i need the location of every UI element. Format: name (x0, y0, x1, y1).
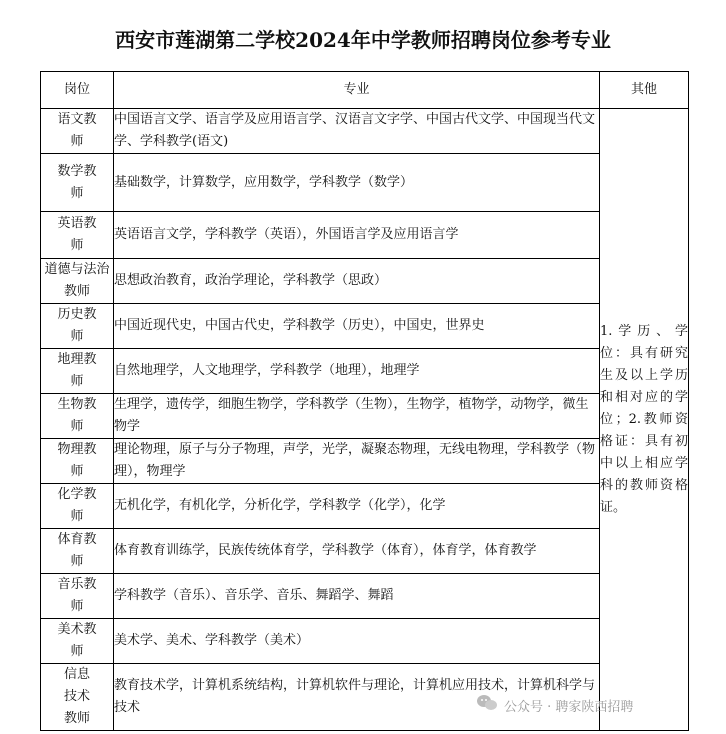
table-row (41, 154, 689, 212)
major-cell: 中国语言文学、语言学及应用语言学、汉语言文字学、中国古代文学、中国现当代文学、学科教学(语文) (114, 109, 600, 154)
position-cell: 信息技术教师 (41, 664, 114, 731)
table-row (41, 484, 689, 529)
header-other: 其他 (600, 72, 689, 109)
position-cell: 道德与法治教师 (41, 259, 114, 304)
watermark (476, 694, 633, 716)
wechat-icon (476, 694, 498, 716)
recruitment-table (40, 71, 689, 731)
major-cell: 理论物理，原子与分子物理，声学，光学，凝聚态物理，无线电物理，学科教学（物理），物理学 (114, 439, 600, 484)
major-cell: 基础数学，计算数学，应用数学，学科教学（数学） (114, 154, 600, 212)
position-cell: 体育教师 (41, 529, 114, 574)
position-cell: 美术教师 (41, 619, 114, 664)
major-cell: 英语语言文学，学科教学（英语），外国语言学及应用语言学 (114, 212, 600, 259)
position-cell: 化学教师 (41, 484, 114, 529)
watermark-text: 公众号 · 聘家陕西招聘 (504, 699, 634, 715)
other-requirements-cell: 1.学历、学位：具有研究生及以上学历和相对应的学位；2.教师资格证：具有初中以上相应学科的教师资格证。 (600, 109, 689, 731)
header-position: 岗位 (41, 72, 114, 109)
page-title: 西安市莲湖第二学校2024年中学教师招聘岗位参考专业 (115, 28, 611, 52)
table-row (41, 109, 689, 154)
table-row (41, 574, 689, 619)
position-cell: 英语教师 (41, 212, 114, 259)
major-cell: 生理学，遗传学，细胞生物学，学科教学（生物），生物学，植物学，动物学，微生物学 (114, 394, 600, 439)
major-cell: 自然地理学，人文地理学，学科教学（地理），地理学 (114, 349, 600, 394)
table-row (41, 439, 689, 484)
position-cell: 物理教师 (41, 439, 114, 484)
table-row (41, 394, 689, 439)
major-cell: 思想政治教育，政治学理论，学科教学（思政） (114, 259, 600, 304)
major-cell: 无机化学，有机化学，分析化学，学科教学（化学），化学 (114, 484, 600, 529)
position-cell: 生物教师 (41, 394, 114, 439)
major-cell: 学科教学（音乐）、音乐学、音乐、舞蹈学、舞蹈 (114, 574, 600, 619)
table-row (41, 259, 689, 304)
position-cell: 数学教师 (41, 154, 114, 212)
header-major: 专业 (114, 72, 600, 109)
position-cell: 语文教师 (41, 109, 114, 154)
table-row (41, 619, 689, 664)
major-cell: 教育技术学，计算机系统结构，计算机软件与理论，计算机应用技术，计算机科学与技术 (114, 664, 600, 731)
position-cell: 历史教师 (41, 304, 114, 349)
position-cell: 地理教师 (41, 349, 114, 394)
table-row (41, 529, 689, 574)
major-cell: 美术学、美术、学科教学（美术） (114, 619, 600, 664)
table-header-row (41, 72, 689, 109)
table-row (41, 304, 689, 349)
position-cell: 音乐教师 (41, 574, 114, 619)
table-row (41, 212, 689, 259)
table-row (41, 349, 689, 394)
major-cell: 中国近现代史，中国古代史，学科教学（历史），中国史，世界史 (114, 304, 600, 349)
major-cell: 体育教育训练学，民族传统体育学，学科教学（体育），体育学，体育教学 (114, 529, 600, 574)
